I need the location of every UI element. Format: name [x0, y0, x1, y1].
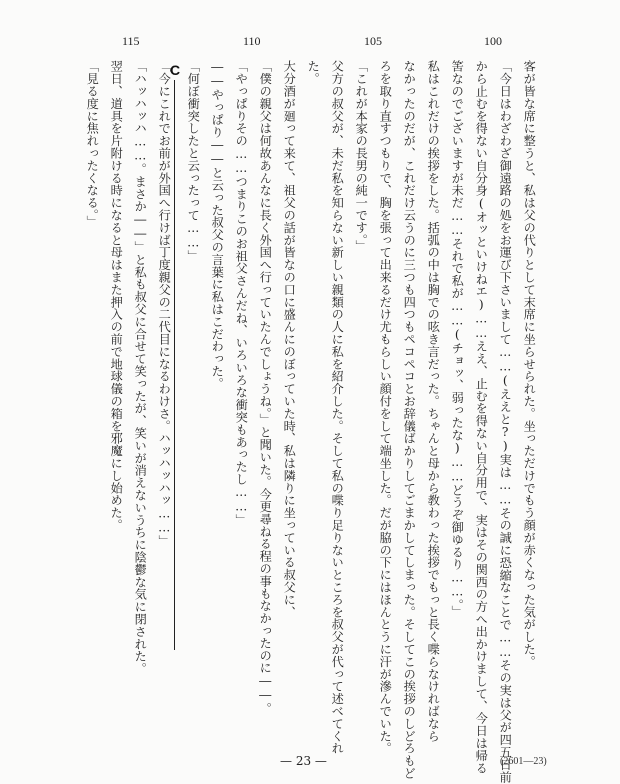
- text-column: ろを取り直すつもりで、胸を張って出来るだけ尤もらしい顔付をして端坐した。だが脇の下にはほんとうに汗が滲んでいた。: [378, 60, 393, 755]
- line-number-100: 100: [484, 34, 502, 48]
- text-column: 大分酒が廻って来て、祖父の話が皆なの口に盛んにのぼっていた時、私は隣りに坐っている叔父に、: [282, 60, 297, 618]
- text-column: 筈なのでございますが未だ……それで私が……(チョッ、弱ったな)……どうぞ御ゆるり……。」: [450, 60, 465, 618]
- section-rule: [174, 80, 175, 650]
- text-column: 「これが本家の長男の純一です。」: [354, 60, 369, 253]
- text-column: た。: [306, 60, 321, 85]
- line-number-115: 115: [122, 34, 140, 48]
- text-column: 客が皆な席に整うと、私は父の代りとして末席に坐らせられた。坐っただけでもう顔が赤くなった気がした。: [522, 60, 537, 668]
- document-code: (2601—23): [500, 756, 547, 767]
- text-column: 「今日はわざわざ御遠路の処をお運び下さいまして……(ええと?)実は……その誠に恐縮なことで……その実は父が四五日前: [498, 60, 513, 783]
- section-marker: C: [170, 62, 181, 78]
- text-column: から止むを得ない自分身(オッといけねエ)……ええ、止むを得ない自分用で、実はその関西の方へ出かけまして、今日は帰る: [474, 60, 489, 774]
- text-column: 翌日、道具を片附ける時になると母はまた押入の前で地球儀の箱を邪魔にし始めた。: [109, 60, 124, 532]
- text-column: 「見る度に焦れったくなる。」: [85, 60, 100, 228]
- text-column: ――やっぱり――と云った叔父の言葉に私はこだわった。: [210, 60, 225, 390]
- text-column: なかったのだが、これだけ云うのに三つも四つもペコペコとお辞儀ばかりしてごまかしてしまった。そしてこの挨拶のしどろもど: [402, 60, 417, 780]
- text-column: 「何ぼ衝突したと云ったって……」: [186, 60, 201, 262]
- text-column: 「やっぱりその……つまりこのお祖父さんだね、いろいろな衝突もあったし……」: [234, 60, 249, 526]
- text-column: 「僕の親父は何故あんなに長く外国へ行っていたんでしょうね。」と聞いた。今更尋ねる程の事もなかったのに――。: [258, 60, 273, 715]
- text-column: 「ハッハッハ……。まさか――」と私も叔父に合せて笑ったが、笑いが消えないうちに陰鬱な気に閉された。: [133, 60, 148, 675]
- text-column: 父方の叔父が、未だ私を知らない新しい親類の人に私を紹介した。そして私の喋り足りないところを叔父が代って述べてくれ: [330, 60, 345, 755]
- line-number-105: 105: [364, 34, 382, 48]
- text-column: 私はこれだけの挨拶をした。括弧の中は胸での呟き言だった。ちゃんと母から教わった挨拶でもっと長く喋らなければなら: [426, 60, 441, 742]
- line-number-110: 110: [243, 34, 261, 48]
- page-number: — 23 —: [280, 754, 327, 768]
- text-column: 「今にこれでお前が外国へ行けば丁度親父の二代目になるわけさ。ハッハッハッ……」: [157, 60, 172, 548]
